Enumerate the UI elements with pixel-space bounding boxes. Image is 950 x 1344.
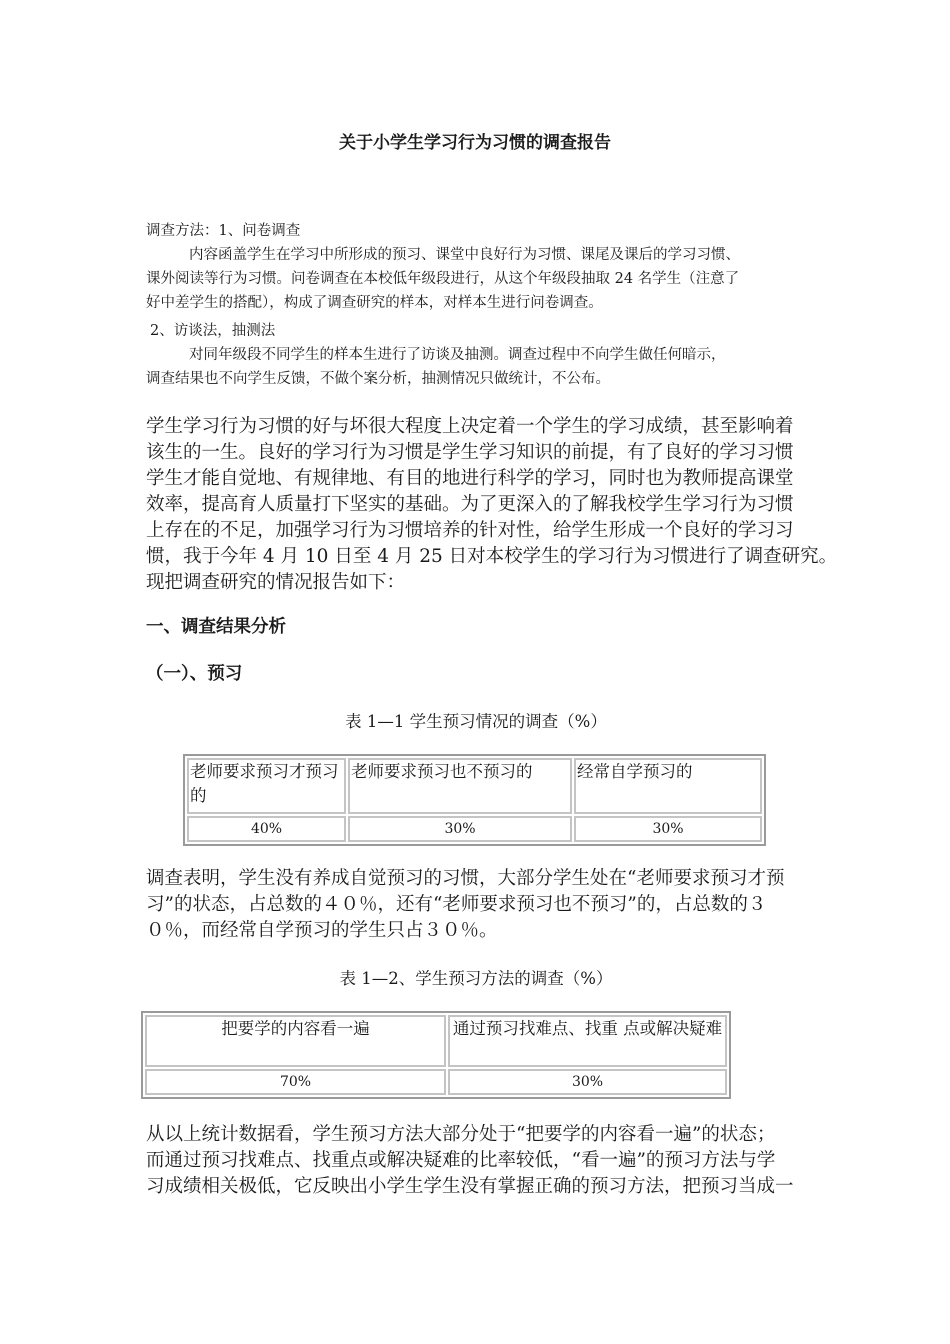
table-1-value-cell: 30% xyxy=(574,816,762,842)
intro-line: 效率，提高育人质量打下坚实的基础。为了更深入的了解我校学生学习行为习惯 xyxy=(146,494,794,515)
table-2 xyxy=(141,1011,731,1099)
method-line-1: 调查方法：1、问卷调查 xyxy=(146,223,301,239)
method-para-1-line: 课外阅读等行为习惯。问卷调查在本校低年级段进行，从这个年级段抽取 24 名学生（注意了 xyxy=(146,271,740,287)
intro-line: 学生学习行为习惯的好与坏很大程度上决定着一个学生的学习成绩，甚至影响着 xyxy=(146,416,794,437)
intro-line: 该生的一生。良好的学习行为习惯是学生学习知识的前提，有了良好的学习习惯 xyxy=(146,442,794,463)
table-2-header-cell: 通过预习找难点、找重 点或解决疑难 xyxy=(448,1015,727,1067)
intro-line: 现把调查研究的情况报告如下： xyxy=(146,572,406,593)
section-heading: 一、调查结果分析 xyxy=(146,617,286,637)
intro-line: 学生才能自觉地、有规律地、有目的地进行科学的学习，同时也为教师提高课堂 xyxy=(146,468,794,489)
analysis-line: 调查表明，学生没有养成自觉预习的习惯，大部分学生处在“老师要求预习才预 xyxy=(146,868,785,889)
method-para-2-line: 对同年级段不同学生的样本生进行了访谈及抽测。调查过程中不向学生做任何暗示， xyxy=(189,347,726,363)
subsection-heading: （一）、预习 xyxy=(146,664,243,684)
method-para-2-line: 调查结果也不向学生反馈，不做个案分析，抽测情况只做统计，不公布。 xyxy=(146,371,610,387)
analysis-line: 习”的状态，占总数的４０％，还有“老师要求预习也不预习”的，占总数的３ xyxy=(146,894,767,915)
table-1-header-cell: 老师要求预习也不预习的 xyxy=(348,758,572,814)
table-1-header-cell: 经常自学预习的 xyxy=(574,758,762,814)
table-2-caption: 表 1—2、学生预习方法的调查（%） xyxy=(339,969,613,988)
intro-line: 上存在的不足，加强学习行为习惯培养的针对性，给学生形成一个良好的学习习 xyxy=(146,520,794,541)
table-1-value-cell: 30% xyxy=(348,816,572,842)
method-para-1-line: 内容函盖学生在学习中所形成的预习、课堂中良好行为习惯、课尾及课后的学习习惯、 xyxy=(189,247,740,263)
analysis-line: ０％，而经常自学预习的学生只占３０％。 xyxy=(146,920,498,941)
method-line-2: 2、访谈法，抽测法 xyxy=(150,323,276,339)
intro-line: 惯，我于今年 4 月 10 日至 4 月 25 日对本校学生的学习行为习惯进行了调查研究。 xyxy=(146,546,838,567)
page-title: 关于小学生学习行为习惯的调查报告 xyxy=(339,133,611,153)
table-1-header-cell: 老师要求预习才预习的 xyxy=(187,758,346,814)
table-1 xyxy=(183,754,766,846)
method-para-1-line: 好中差学生的搭配），构成了调查研究的样本，对样本生进行问卷调查。 xyxy=(146,295,603,311)
table-1-caption: 表 1—1 学生预习情况的调查（%） xyxy=(345,712,607,731)
table-2-value-cell: 30% xyxy=(448,1069,727,1095)
table-2-header-cell: 把要学的内容看一遍 xyxy=(145,1015,446,1067)
conclusion-line: 而通过预习找难点、找重点或解决疑难的比率较低，“看一遍”的预习方法与学 xyxy=(146,1150,776,1171)
conclusion-line: 习成绩相关极低，它反映出小学生学生没有掌握正确的预习方法，把预习当成一 xyxy=(146,1176,794,1197)
table-1-value-cell: 40% xyxy=(187,816,346,842)
table-2-value-cell: 70% xyxy=(145,1069,446,1095)
conclusion-line: 从以上统计数据看，学生预习方法大部分处于“把要学的内容看一遍”的状态； xyxy=(146,1124,776,1145)
